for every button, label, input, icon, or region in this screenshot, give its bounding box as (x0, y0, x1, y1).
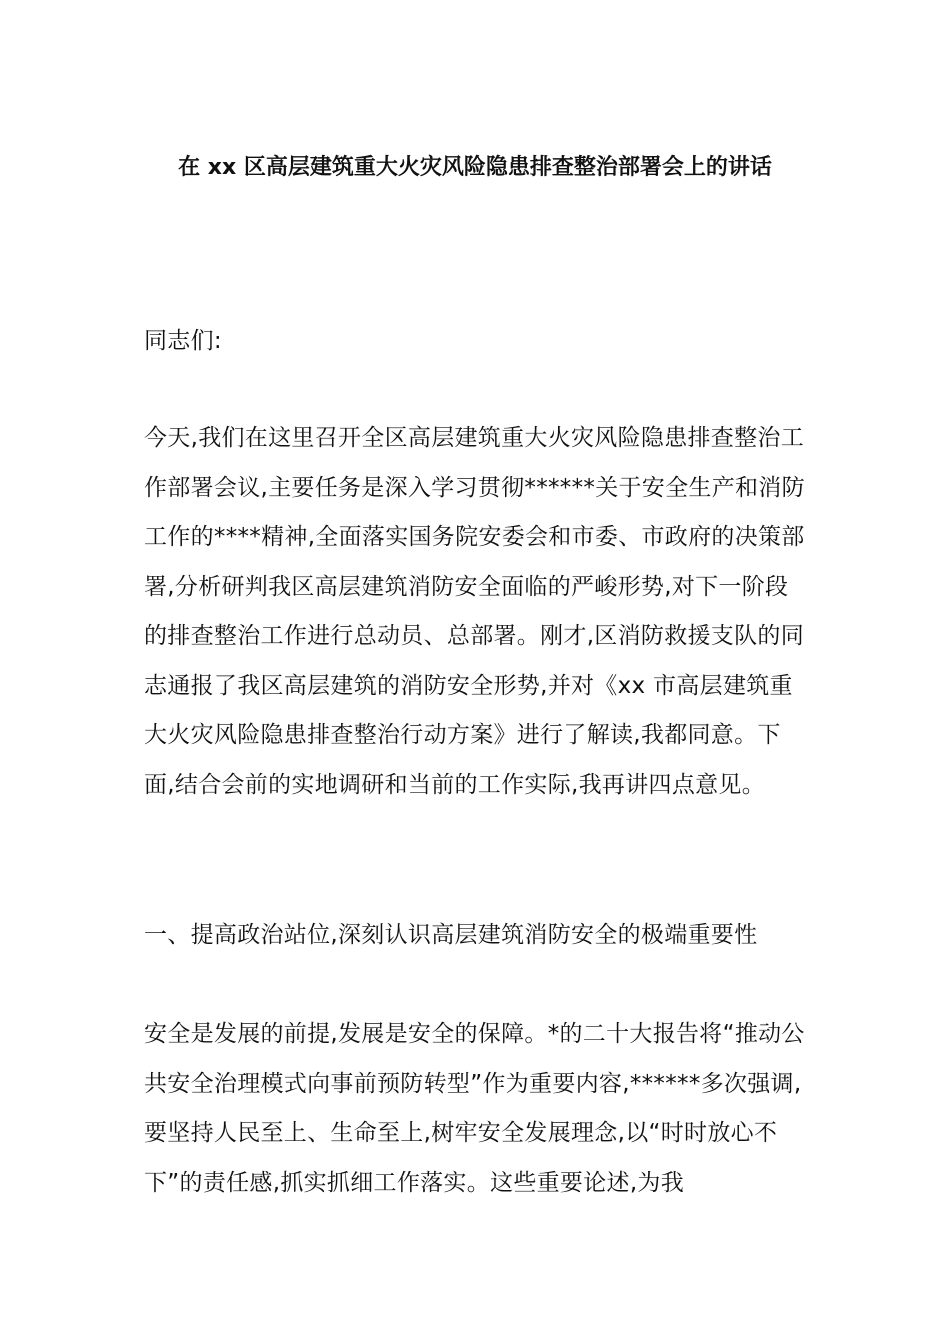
section-heading: 一、提高政治站位,深刻认识高层建筑消防安全的极端重要性 (144, 922, 758, 948)
document-title: 在 xx 区高层建筑重大火灾风险隐患排查整治部署会上的讲话 (178, 155, 772, 180)
paragraph-intro: 今天,我们在这里召开全区高层建筑重大火灾风险隐患排查整治工作部署会议,主要任务是深入学习贯彻******关于安全生产和消防工作的****精神,全面落实国务院安委会和市委、市政府的决策部署,分析研判我区高层建筑消防安全面临的严峻形势,对下一阶段的排查整治工作进行总动员、总部署。刚才,区消防救援支队的同志通报了我区高层建筑的消防安全形势,并对《xx 市高层建筑重大火灾风险隐患排查整治行动方案》进行了解读,我都同意。下面,结合会前的实地调研和当前的工作实际,我再讲四点意见。 (144, 425, 805, 798)
paragraph-section-1: 安全是发展的前提,发展是安全的保障。*的二十大报告将“推动公共安全治理模式向事前预防转型”作为重要内容,******多次强调,要坚持人民至上、生命至上,树牢安全发展理念,以“时时放心不下”的责任感,抓实抓细工作落实。这些重要论述,为我 (144, 1021, 805, 1196)
salutation: 同志们: (144, 328, 222, 354)
